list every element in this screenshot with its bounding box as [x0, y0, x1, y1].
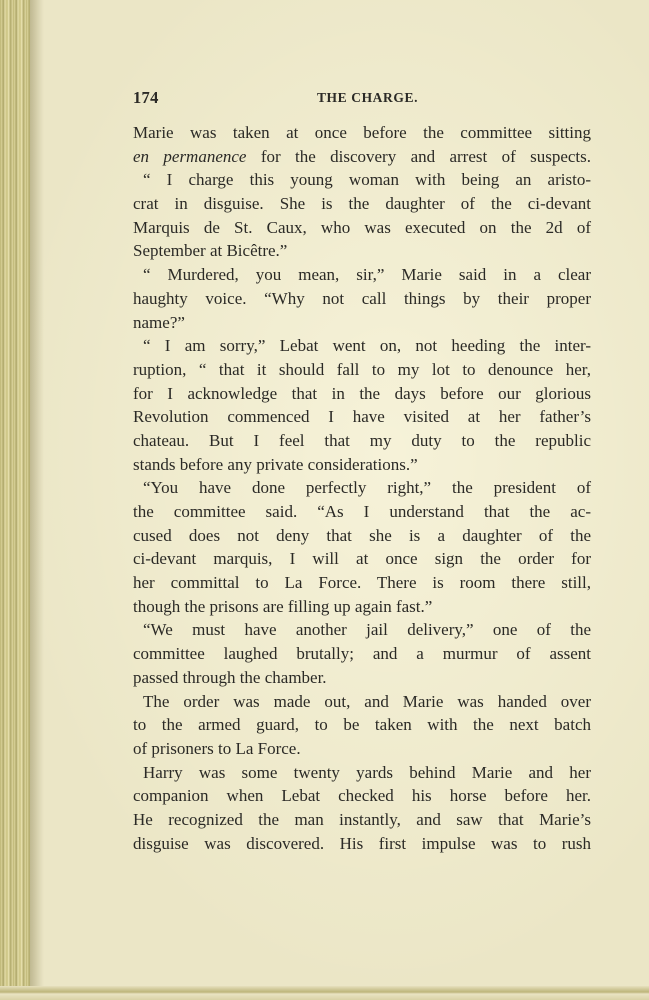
text-line [133, 571, 591, 595]
text-line [133, 690, 591, 714]
page-number: 174 [133, 88, 159, 107]
text-line [133, 453, 591, 477]
italic-phrase: en permanence [133, 146, 247, 166]
line-text: ruption, “ that it should fall to my lot to denounce her, [133, 359, 591, 379]
text-line [133, 358, 591, 382]
line-text: though the prisons are filling up again fast.” [133, 596, 433, 616]
page-bottom-edge [0, 986, 649, 1000]
text-line [133, 121, 591, 145]
text-line [133, 216, 591, 240]
book-gutter [0, 0, 30, 1000]
line-text: stands before any private considerations.” [133, 454, 418, 474]
line-text: Marie was taken at once before the committee sitting [133, 123, 591, 142]
line-text: “We must have another jail delivery,” one of the [143, 620, 591, 640]
line-text: of prisoners to La Force. [133, 738, 301, 758]
text-line [133, 524, 591, 548]
page-header [133, 88, 592, 112]
text-line [133, 239, 591, 263]
text-line [133, 547, 591, 571]
line-text: companion when Lebat checked his horse before her. [133, 786, 591, 806]
text-line [133, 784, 591, 808]
line-text: “You have done perfectly right,” the president of [143, 478, 591, 498]
text-line [133, 263, 591, 287]
text-line [133, 168, 591, 192]
text-line [133, 737, 591, 761]
text-line [133, 192, 591, 216]
line-text: the committee said. “As I understand that the ac- [133, 502, 591, 521]
line-text: September at Bicêtre.” [133, 241, 288, 261]
text-line [133, 713, 591, 737]
body-text [133, 121, 591, 855]
line-text: disguise was discovered. His first impulse was to rush [133, 833, 591, 853]
text-line [133, 761, 591, 785]
gutter-shadow [30, 0, 44, 1000]
line-text: He recognized the man instantly, and saw that Marie’s [133, 809, 591, 829]
line-text: passed through the chamber. [133, 667, 327, 687]
line-text: cused does not deny that she is a daughter of the [133, 525, 591, 545]
text-line [133, 429, 591, 453]
running-head: THE CHARGE. [316, 90, 419, 105]
line-text: The order was made out, and Marie was handed over [143, 691, 591, 711]
text-line [133, 145, 591, 169]
text-line [133, 476, 591, 500]
line-text: “ I am sorry,” Lebat went on, not heeding the inter- [143, 336, 591, 356]
line-text: her committal to La Force. There is room there still, [133, 573, 591, 593]
line-text: Harry was some twenty yards behind Marie and her [143, 762, 591, 782]
line-text: crat in disguise. She is the daughter of the ci-devant [133, 194, 591, 214]
line-text: to the armed guard, to be taken with the next batch [133, 715, 591, 735]
text-line [133, 382, 591, 406]
line-text: haughty voice. “Why not call things by their proper [133, 288, 591, 308]
line-text: Marquis de St. Caux, who was executed on the 2d of [133, 217, 591, 237]
line-text: for the discovery and arrest of suspects. [246, 146, 591, 166]
text-line [133, 832, 591, 856]
text-line [133, 666, 591, 690]
text-line [133, 808, 591, 832]
text-line [133, 334, 591, 358]
text-line [133, 500, 591, 524]
text-line [133, 642, 591, 666]
text-line [133, 595, 591, 619]
line-text: “ I charge this young woman with being an aristo- [143, 170, 591, 190]
line-text: committee laughed brutally; and a murmur of assent [133, 644, 591, 664]
text-line [133, 311, 591, 335]
line-text: for I acknowledge that in the days before our glorious [133, 383, 591, 403]
text-line [133, 618, 591, 642]
line-text: chateau. But I feel that my duty to the republic [133, 430, 591, 450]
text-line [133, 287, 591, 311]
line-text: name?” [133, 312, 185, 332]
line-text: “ Murdered, you mean, sir,” Marie said in a clear [143, 265, 591, 285]
line-text: Revolution commenced I have visited at her father’s [133, 407, 591, 427]
text-line [133, 405, 591, 429]
line-text: ci-devant marquis, I will at once sign the order for [133, 549, 591, 569]
